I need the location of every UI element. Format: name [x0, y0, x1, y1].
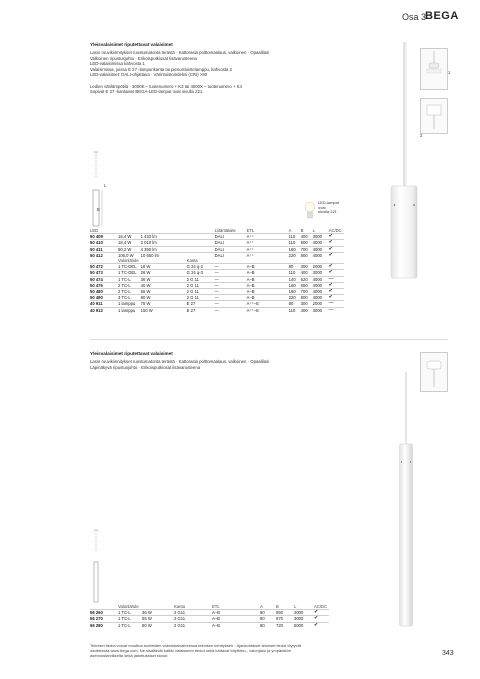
led-bulb-icon [303, 200, 317, 222]
lamp-header-row: Valonlähde Kanta [118, 258, 198, 264]
led-bulb-note: LED-lamput ovat sivulla 221 [318, 200, 340, 215]
table-row: 50 409 18,4 W 1 433 lm DALI A⁺⁺ 110 400 3000 ✔ [90, 234, 344, 240]
pendant-luminaire-image [380, 40, 440, 280]
table-row: 50 411 50,2 W 4 350 lm DALI A⁺⁺ 160 700 4000 ✔ [90, 246, 344, 252]
brand-logo: BEGA [425, 10, 459, 22]
section-divider [90, 339, 448, 340]
section-label: Osa 3 [402, 12, 427, 22]
table-row: 50 474 1 TC-L 36 W 2 G 11 — A–B 140 620 4000 — [90, 276, 344, 282]
drawing-label-l: L [104, 183, 107, 188]
table-row: 50 472 1 TC-DEL 18 W G 24 q-2 — A–B 80 300 2000 ✔ [90, 264, 344, 270]
section1-title: Yleisvalaisimet riputettavat valaisimet [90, 42, 173, 47]
table-row: 50 475 2 TC-L 40 W 2 G 11 — A–B 160 650 4000 ✔ [90, 282, 344, 288]
section1-description: Lasin ruuvikiinnitykset ruostumatonta terästä · Kattorasia polttomaalaus, valkoinen · Opaalilasi Valkoinen ripustusjohto · Erikoisputkiosat lisävarusteena LED-valaisimissa kahvosta 1 Valaisimissa, joissa E 27 -lampunkanta tai pienoisloistelamppu, kahvosta 2 LED-valaisimet: DALI-ohjattava · Värintoistoindeksi (CRI) >80 Ledien värilämpötila · 3000K – tuotenumero + K3 tai 4000X – tuotenumero + K4 Sopivat E 27 -kantaiset BEGA-LED-lamput ovat sivulla 221. [90, 50, 270, 95]
thumb-label-2: 2 [420, 133, 423, 138]
table-row: 56 280 1 TC-L 80 W 2 G11 A–B 80 720 5000 ✔ [90, 622, 329, 628]
thumb-label-1: 1 [448, 70, 451, 75]
table-row: 40 912 1 lamppu 150 W E 27 — A⁺⁺–E 110 400 3000 — [90, 307, 344, 313]
table-row: 50 480 2 TC-L 55 W 2 G 11 — A–B 160 700 4000 ✔ [90, 289, 344, 295]
page-number: 343 [442, 650, 454, 657]
table-row: 50 412 106,0 W 10 650 lm DALI A⁺⁺ 220 800 4000 ✔ [90, 252, 344, 258]
drawing-label-b: B [97, 207, 100, 212]
section2-description: Lasin ruuvikiinnitykset ruostumatonta terästä · Kattorasia polttomaalaus, valkoinen · Opaalilasi Läpinäkyvä ripustusjohto · Erikoisputkiosat lisävarusteena [90, 359, 270, 370]
section2-spec-table [90, 604, 329, 628]
dimension-drawing [88, 148, 108, 230]
table-row: 50 410 18,4 W 2 010 lm DALI A⁺⁺ 110 600 4000 ✔ [90, 240, 344, 246]
table-row: 50 490 3 TC-L 80 W 2 G 11 — A–B 220 800 4000 ✔ [90, 295, 344, 301]
section2-header-row: Valonlähde Kanta ETL A B L AC/DC [118, 604, 328, 609]
footer-note: Tekniset tiedot voivat muuttua tuotteiden valmistusvaiheessa teknisen kehityksen · Ajankohtaiset tekniset tiedot löytyvät osoitteesta www.bega.com. Ne sisältävät kaikki valaisimen tiedot sekä kattavat käyttöön-, valonjako ja ympäristön asennustarvikkeita sekä jatketuksiset sivuut. [90, 643, 302, 658]
slim-pendant-luminaire-image [382, 370, 432, 630]
section2-title: Yleisvalaisimet riputettavat valaisimet [90, 351, 173, 356]
table-row: 50 473 1 TC-DEL 26 W G 24 q-3 — A–B 110 400 3000 ✔ [90, 270, 344, 276]
table-row: 56 260 1 TC-L 36 W 2 G11 A–B 80 550 2000 ✔ [90, 610, 329, 616]
table-row: 40 911 1 lamppu 75 W E 27 — A⁺⁺–E 80 300 2000 — [90, 301, 344, 307]
dimension-drawing-2 [88, 528, 108, 604]
led-header-row: LED Liitäntälaite ETL A B L AC/DC [90, 228, 342, 233]
section1-spec-table [90, 228, 344, 313]
table-row: 56 270 1 TC-L 55 W 2 G11 A–B 80 670 3000 ✔ [90, 616, 329, 622]
